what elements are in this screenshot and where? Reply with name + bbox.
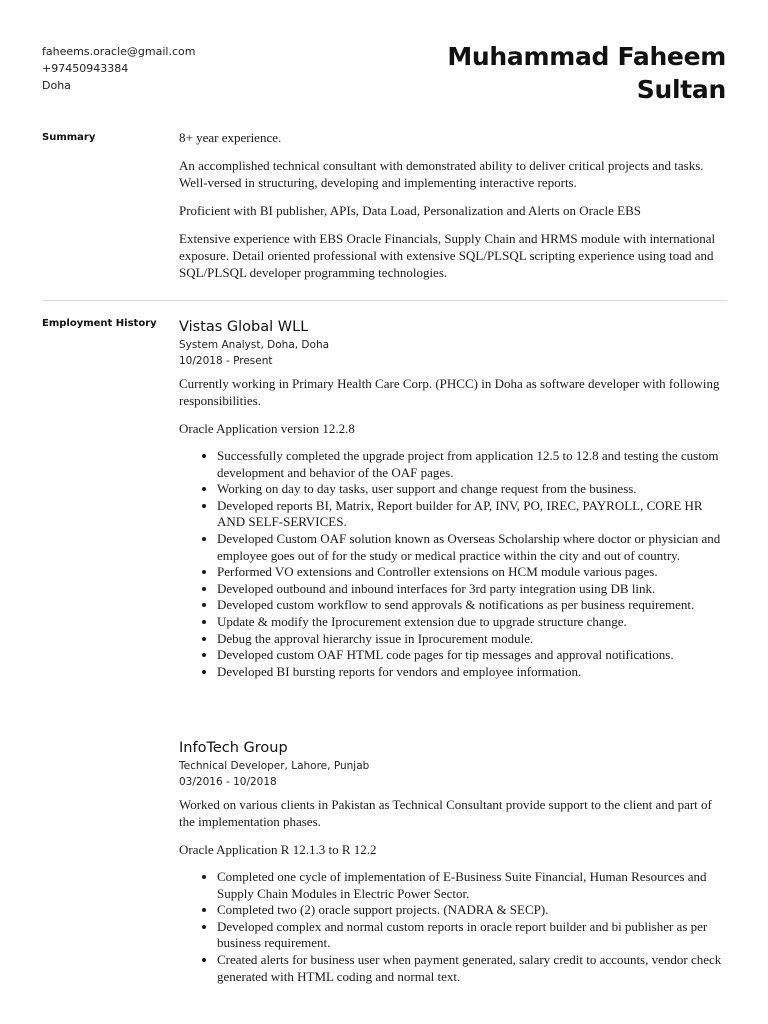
list-item: • Successfully completed the upgrade project from application 12.5 to 12.8 and testing the custom development and behavior of the OAF pages. xyxy=(217,448,727,481)
candidate-name xyxy=(366,40,726,106)
list-item: • Completed one cycle of implementation of E-Business Suite Financial, Human Resources and Supply Chain Modules in Electric Power Sector. xyxy=(217,869,727,902)
company-name: InfoTech Group xyxy=(179,740,288,756)
list-item: • Developed Custom OAF solution known as Overseas Scholarship where doctor or physician and employee goes out of for the study or medical practice within the city and out of country. xyxy=(217,531,727,564)
summary-paragraph: Proficient with BI publisher, APIs, Data Load, Personalization and Alerts on Oracle EBS xyxy=(179,203,641,218)
job-intro: Currently working in Primary Health Care Corp. (PHCC) in Doha as software developer with following responsibilities. xyxy=(179,376,720,408)
list-item: • Update & modify the Iprocurement extension due to upgrade structure change. xyxy=(217,614,727,631)
employment-label: Employment History xyxy=(42,318,157,329)
list-item: • Developed custom OAF HTML code pages for tip messages and approval notifications. xyxy=(217,647,727,664)
list-item: • Working on day to day tasks, user support and change request from the business. xyxy=(217,481,727,498)
job-dates: 10/2018 - Present xyxy=(179,355,273,367)
name-line-1: Muhammad Faheem xyxy=(447,42,726,71)
list-item: • Performed VO extensions and Controller extensions on HCM module various pages. xyxy=(217,564,727,581)
job-entry xyxy=(179,317,727,680)
summary-label: Summary xyxy=(42,132,96,143)
email: faheems.oracle@gmail.com xyxy=(42,45,196,58)
summary-section xyxy=(179,129,727,292)
contact-info xyxy=(42,43,195,94)
city: Doha xyxy=(42,79,71,92)
name-line-2: Sultan xyxy=(636,75,726,104)
job-dates: 03/2016 - 10/2018 xyxy=(179,776,277,788)
job-entry xyxy=(179,738,727,985)
company-name: Vistas Global WLL xyxy=(179,319,309,335)
job-responsibilities xyxy=(179,448,727,680)
job-role: System Analyst, Doha, Doha xyxy=(179,339,330,351)
job-version: Oracle Application R 12.1.3 to R 12.2 xyxy=(179,842,377,857)
list-item: • Developed custom workflow to send approvals & notifications as per business requirement. xyxy=(217,597,727,614)
list-item: • Developed reports BI, Matrix, Report builder for AP, INV, PO, IREC, PAYROLL, CORE HR AND SELF-SERVICES. xyxy=(217,498,727,531)
job-role: Technical Developer, Lahore, Punjab xyxy=(179,760,370,772)
list-item: • Developed outbound and inbound interfaces for 3rd party integration using DB link. xyxy=(217,581,727,598)
job-version: Oracle Application version 12.2.8 xyxy=(179,421,355,436)
list-item: • Debug the approval hierarchy issue in Iprocurement module. xyxy=(217,631,727,648)
job-intro: Worked on various clients in Pakistan as Technical Consultant provide support to the client and part of the implementation phases. xyxy=(179,797,712,829)
summary-paragraph: 8+ year experience. xyxy=(179,130,282,145)
section-divider xyxy=(42,300,727,301)
list-item: • Developed BI bursting reports for vendors and employee information. xyxy=(217,664,727,681)
job-responsibilities xyxy=(179,869,727,985)
summary-paragraph: Extensive experience with EBS Oracle Financials, Supply Chain and HRMS module with international exposure. Detail oriented professional with extensive SQL/PLSQL scripting experience using toad and SQL/PLSQL developer programming technologies. xyxy=(179,231,716,280)
list-item: • Developed complex and normal custom reports in oracle report builder and bi publisher as per business requirement. xyxy=(217,919,727,952)
list-item: • Created alerts for business user when payment generated, salary credit to accounts, vendor check generated with HTML coding and normal text. xyxy=(217,952,727,985)
list-item: • Completed two (2) oracle support projects. (NADRA & SECP). xyxy=(217,902,727,919)
phone: +97450943384 xyxy=(42,62,129,75)
summary-paragraph: An accomplished technical consultant with demonstrated ability to deliver critical projects and tasks. Well-versed in structuring, developing and implementing interactive reports. xyxy=(179,158,704,190)
